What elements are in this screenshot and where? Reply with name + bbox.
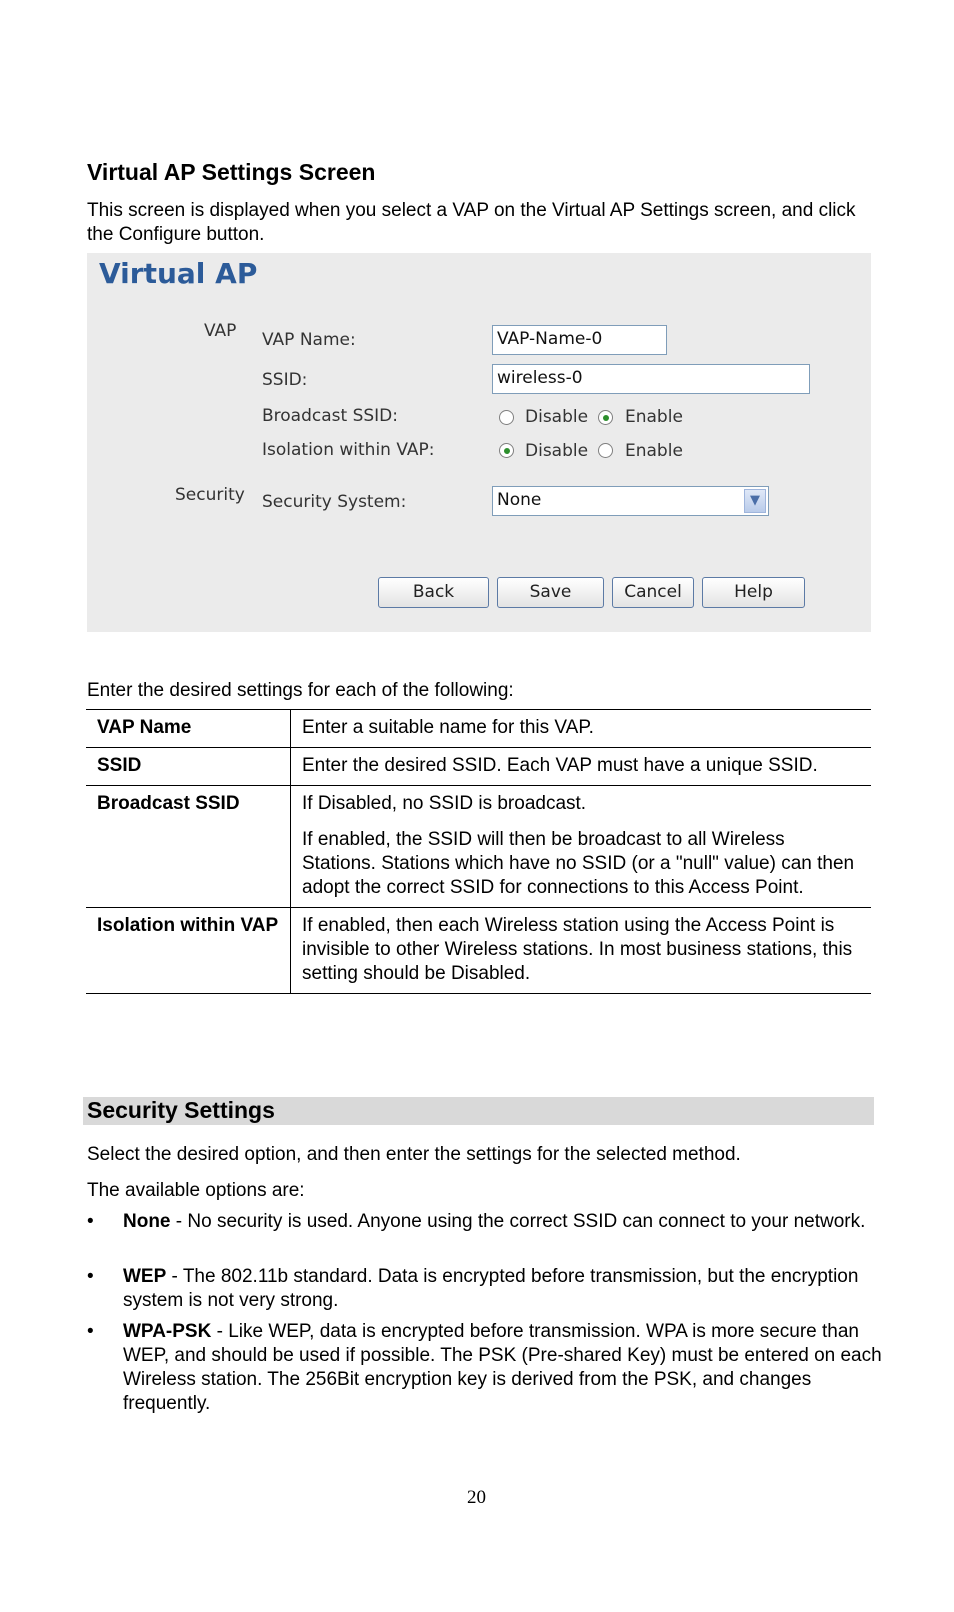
security-text-1: Select the desired option, and then enter the settings for the selected method. <box>87 1144 741 1165</box>
table-key: Broadcast SSID <box>86 786 291 908</box>
ui-title: Virtual AP <box>99 257 258 290</box>
isolation-disable-radio[interactable] <box>499 443 514 458</box>
list-item <box>87 1320 883 1416</box>
isolation-enable-radio[interactable] <box>598 443 613 458</box>
vap-name-input[interactable]: VAP-Name-0 <box>492 325 667 355</box>
isolation-enable-label: Enable <box>625 441 683 461</box>
table-row <box>86 908 871 994</box>
bullet-icon: • <box>87 1321 94 1342</box>
option-name: None <box>123 1211 171 1232</box>
isolation-label: Isolation within VAP: <box>262 440 435 460</box>
option-desc: - No security is used. Anyone using the correct SSID can connect to your network. <box>170 1211 866 1232</box>
security-heading: Security Settings <box>87 1097 275 1123</box>
security-system-select[interactable] <box>492 486 769 516</box>
table-row <box>86 786 871 908</box>
broadcast-ssid-label: Broadcast SSID: <box>262 406 398 426</box>
ssid-label: SSID: <box>262 370 308 390</box>
broadcast-disable-label: Disable <box>525 407 589 427</box>
bullet-icon: • <box>87 1211 94 1232</box>
security-system-label: Security System: <box>262 492 407 512</box>
option-desc: - Like WEP, data is encrypted before transmission. WPA is more secure than WEP, and should be used if possible. The PSK (Pre-shared Key) must be entered on each Wireless station. The 256Bit encryption key is derived from the PSK, and changes frequently. <box>123 1321 882 1414</box>
vap-name-label: VAP Name: <box>262 330 356 350</box>
virtual-ap-screenshot <box>87 253 871 632</box>
isolation-disable-label: Disable <box>525 441 589 461</box>
table-key: VAP Name <box>86 710 291 748</box>
table-value-text: Enter the desired SSID. Each VAP must have a unique SSID. <box>302 755 818 776</box>
broadcast-enable-label: Enable <box>625 407 683 427</box>
intro-text: This screen is displayed when you select a VAP on the Virtual AP Settings screen, and click the Configure button. <box>87 200 856 245</box>
table-key: SSID <box>86 748 291 786</box>
list-item <box>87 1265 883 1313</box>
security-heading-bar <box>83 1097 874 1125</box>
chevron-down-icon[interactable]: ▼ <box>744 489 766 513</box>
list-item <box>87 1210 883 1234</box>
table-row <box>86 710 871 748</box>
settings-table <box>86 709 871 994</box>
table-value <box>291 710 872 748</box>
option-name: WEP <box>123 1266 167 1287</box>
broadcast-enable-radio[interactable] <box>598 410 613 425</box>
table-value <box>291 786 872 908</box>
vap-group-label: VAP <box>204 321 237 341</box>
cancel-button[interactable]: Cancel <box>612 577 694 608</box>
bullet-icon: • <box>87 1266 94 1287</box>
table-key: Isolation within VAP <box>86 908 291 994</box>
broadcast-disable-radio[interactable] <box>499 410 514 425</box>
option-name: WPA-PSK <box>123 1321 212 1342</box>
ssid-input[interactable]: wireless-0 <box>492 364 810 394</box>
security-text-2: The available options are: <box>87 1180 305 1201</box>
table-value-text: Enter a suitable name for this VAP. <box>302 717 594 738</box>
save-button[interactable]: Save <box>497 577 604 608</box>
table-row <box>86 748 871 786</box>
page-number: 20 <box>467 1487 486 1508</box>
table-value-text: If enabled, then each Wireless station using the Access Point is invisible to other Wireless stations. In most business stations, this setting should be Disabled. <box>302 915 853 984</box>
help-button[interactable]: Help <box>702 577 805 608</box>
security-system-value: None <box>497 490 542 510</box>
table-intro: Enter the desired settings for each of the following: <box>87 680 514 701</box>
option-desc: - The 802.11b standard. Data is encrypted before transmission, but the encryption system is not very strong. <box>123 1266 859 1311</box>
table-value <box>291 908 872 994</box>
back-button[interactable]: Back <box>378 577 489 608</box>
section-title: Virtual AP Settings Screen <box>87 159 376 185</box>
table-value-text: If enabled, the SSID will then be broadcast to all Wireless Stations. Stations which have no SSID (or a "null" value) can then adopt the correct SSID for connections to this Access Point. <box>302 829 855 898</box>
table-value <box>291 748 872 786</box>
security-group-label: Security <box>175 485 245 505</box>
table-value-text: If Disabled, no SSID is broadcast. <box>302 793 587 814</box>
